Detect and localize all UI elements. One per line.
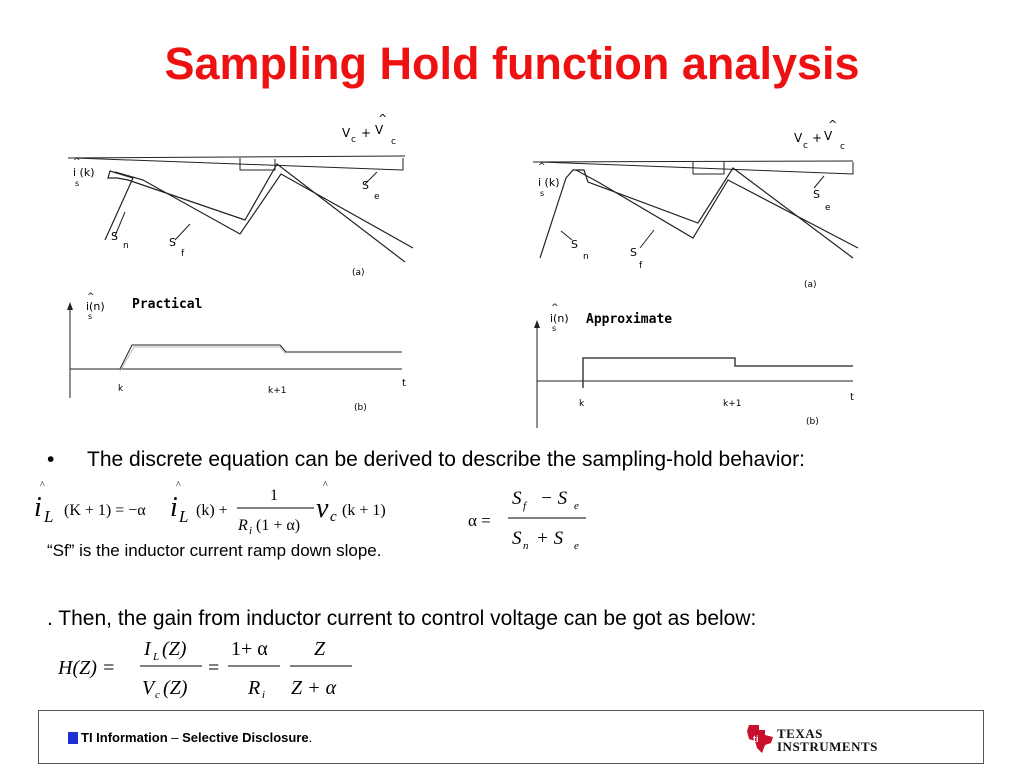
figure-left-b xyxy=(62,288,412,423)
figure-right-b xyxy=(527,300,862,430)
bullet-dot: • xyxy=(47,448,55,471)
svg-text:=: = xyxy=(208,657,220,679)
eq1-L: L xyxy=(44,507,54,526)
svg-text:^: ^ xyxy=(40,480,45,491)
caption-b: (b) xyxy=(806,417,819,427)
eq1-k+1: (k + 1) xyxy=(342,502,386,519)
svg-text:S: S xyxy=(512,528,522,549)
logo-line-1: TEXAS xyxy=(777,726,823,741)
vhat-label: V xyxy=(824,129,833,143)
figure-right-a xyxy=(528,118,863,293)
is-sub: s xyxy=(75,179,80,188)
svg-text:^: ^ xyxy=(323,480,328,491)
slope-note: “Sf” is the inductor current ramp down slope. xyxy=(47,541,382,560)
is-n-hat-mark: ^ xyxy=(87,292,95,302)
svg-text:(Z): (Z) xyxy=(162,638,187,660)
slide-title: Sampling Hold function analysis xyxy=(164,38,860,89)
caption-b: (b) xyxy=(354,403,367,413)
svg-text:f: f xyxy=(523,500,527,512)
svg-text:R: R xyxy=(248,677,261,699)
svg-text:− S: − S xyxy=(540,488,568,509)
is-label: i (k) xyxy=(538,176,560,189)
tick-k1: k+1 xyxy=(723,399,742,409)
svg-text:(Z): (Z) xyxy=(163,677,188,699)
svg-text:e: e xyxy=(574,540,579,552)
footer-disclosure: TI Information – Selective Disclosure. xyxy=(81,730,313,745)
eq1-i2: i xyxy=(170,492,178,523)
vc-sub: c xyxy=(351,135,356,145)
texas-instruments-logo xyxy=(743,719,883,759)
vc-hat-mark: ^ xyxy=(828,118,838,131)
sf-sub: f xyxy=(639,261,643,271)
approximate-tag: Approximate xyxy=(586,312,673,327)
then-line: . Then, the gain from inductor current to control voltage can be got as below: xyxy=(47,607,757,630)
h-lhs: H(Z) = xyxy=(58,657,116,679)
equation-gain xyxy=(58,634,378,706)
is-hat-mark: ^ xyxy=(73,157,81,167)
axis-t: t xyxy=(402,378,406,389)
eq1-c: c xyxy=(330,509,337,525)
vc-plus: + xyxy=(812,131,823,145)
vc-sub: c xyxy=(803,141,808,151)
se-sub: e xyxy=(825,203,831,213)
vc-hat-mark: ^ xyxy=(378,112,388,125)
se-sub: e xyxy=(374,192,380,202)
svg-text:^: ^ xyxy=(176,480,181,491)
bullet-line xyxy=(47,448,805,472)
sn-label: S xyxy=(111,230,118,243)
se-label: S xyxy=(813,188,820,201)
is-n-hat-mark: ^ xyxy=(551,303,559,313)
svg-text:1+ α: 1+ α xyxy=(231,638,268,660)
is-hat-mark: ^ xyxy=(538,162,546,172)
vhat-label: V xyxy=(375,123,384,137)
vc-plus: + xyxy=(361,126,372,140)
vc-label: V xyxy=(342,126,351,140)
svg-text:c: c xyxy=(155,689,160,701)
axis-t: t xyxy=(850,392,854,403)
is-n-sub: s xyxy=(552,324,557,333)
is-n-label: i(n) xyxy=(550,312,569,325)
footer-bar xyxy=(38,710,984,764)
ti-state-icon xyxy=(743,721,777,755)
svg-text:ti: ti xyxy=(753,734,759,744)
eq1-num: 1 xyxy=(270,487,278,504)
svg-text:L: L xyxy=(153,651,160,663)
vhat-sub: c xyxy=(840,142,845,152)
svg-text:Z: Z xyxy=(314,638,326,660)
eq1-k1: (K + 1) = −α xyxy=(64,502,146,519)
sf-label: S xyxy=(630,246,637,259)
svg-text:Z + α: Z + α xyxy=(291,677,337,699)
is-label: i (k) xyxy=(73,166,95,179)
sf-sub: f xyxy=(181,249,185,259)
svg-text:+ S: + S xyxy=(536,528,564,549)
logo-line-2: INSTRUMENTS xyxy=(777,739,878,754)
eq1-den-i: i xyxy=(249,525,253,537)
caption-a: (a) xyxy=(804,280,817,290)
bullet-text: The discrete equation can be derived to describe the sampling-hold behavior: xyxy=(87,448,805,471)
is-n-label: i(n) xyxy=(86,300,105,313)
vc-label: V xyxy=(794,131,803,145)
tick-k: k xyxy=(118,384,124,394)
equation-discrete xyxy=(32,478,452,540)
is-sub: s xyxy=(540,189,545,198)
svg-text:e: e xyxy=(574,500,579,512)
sn-sub: n xyxy=(583,252,589,262)
figure-left-a xyxy=(65,112,415,287)
eq1-L2: L xyxy=(179,507,189,526)
svg-text:V: V xyxy=(142,677,155,699)
equation-alpha xyxy=(462,482,602,556)
tick-k1: k+1 xyxy=(268,386,287,396)
alpha-lhs: α = xyxy=(468,511,491,530)
vhat-sub: c xyxy=(391,137,396,147)
eq1-den-rest: (1 + α) xyxy=(256,517,301,534)
eq1-den-R: R xyxy=(238,517,248,534)
caption-a: (a) xyxy=(352,268,365,278)
footer-square-icon xyxy=(68,732,78,744)
practical-tag: Practical xyxy=(132,297,203,312)
svg-text:S: S xyxy=(512,488,522,509)
eq1-k: (k) + xyxy=(196,502,228,519)
svg-text:i: i xyxy=(262,689,266,701)
eq1-i: i xyxy=(34,492,42,523)
svg-text:n: n xyxy=(523,540,529,552)
eq1-v: v xyxy=(316,493,329,524)
tick-k: k xyxy=(579,399,585,409)
sn-label: S xyxy=(571,238,578,251)
sn-sub: n xyxy=(123,241,129,251)
sf-label: S xyxy=(169,236,176,249)
se-label: S xyxy=(362,179,369,192)
svg-text:I: I xyxy=(144,638,151,660)
is-n-sub: s xyxy=(88,312,93,321)
